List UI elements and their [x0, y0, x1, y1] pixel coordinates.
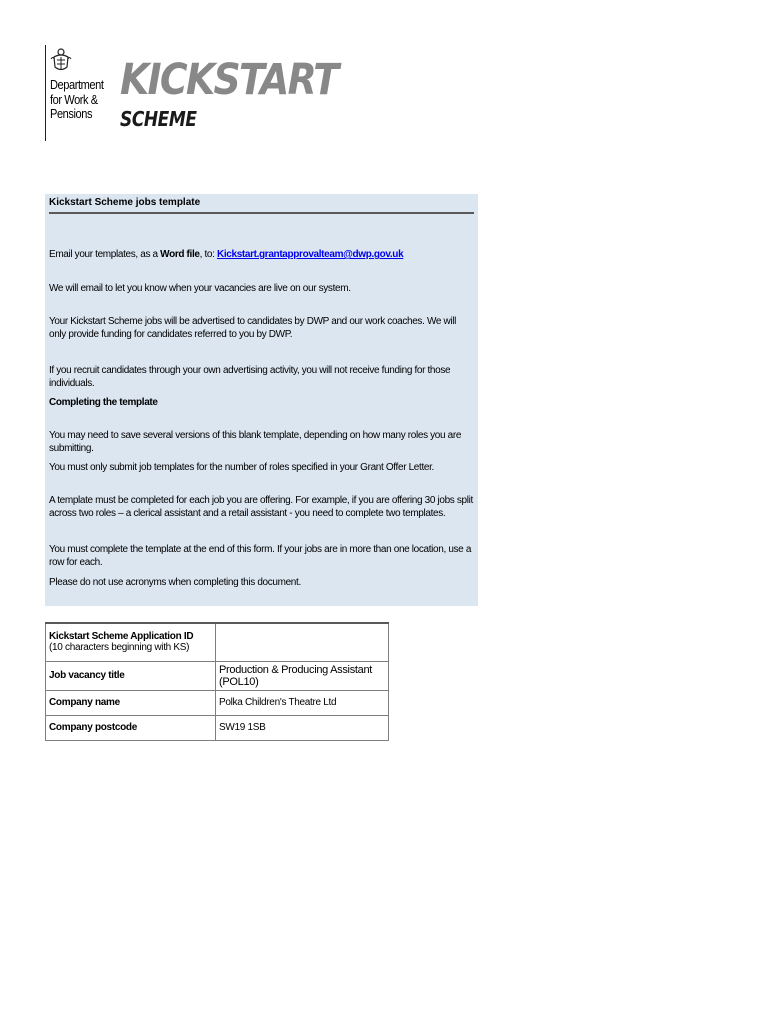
- paragraph-funding: If you recruit candidates through your own advertising activity, you will not receive funding for those individuals.: [49, 365, 451, 389]
- instructions-panel: [45, 194, 478, 606]
- panel-title: Kickstart Scheme jobs template: [49, 197, 474, 214]
- email-link[interactable]: Kickstart.grantapprovalteam@dwp.gov.uk: [216, 249, 404, 260]
- job-title-label: Job vacancy title: [46, 661, 216, 690]
- dwp-name: Department for Work & Pensions: [50, 77, 104, 121]
- royal-crest-icon: [50, 47, 72, 73]
- email-instruction: Email your templates, as a Word file, to: Kickstart.grantapprovalteam@dwp.gov.uk: [49, 249, 404, 260]
- company-name-field[interactable]: Polka Children's Theatre Ltd: [216, 690, 389, 715]
- paragraph-versions: You may need to save several versions of this blank template, depending on how many roles you are submitting.: [49, 430, 462, 454]
- job-title-field[interactable]: Production & Producing Assistant (POL10): [216, 661, 389, 690]
- application-table: [45, 622, 389, 741]
- company-postcode-field[interactable]: SW19 1SB: [216, 715, 389, 740]
- table-row: [46, 715, 389, 740]
- paragraph-location: You must complete the template at the end of this form. If your jobs are in more than one location, use a row for each.: [49, 544, 472, 568]
- table-row: [46, 623, 389, 661]
- paragraph-live: We will email to let you know when your vacancies are live on our system.: [49, 283, 351, 294]
- header: [45, 45, 345, 145]
- kickstart-logo-main: KICKSTART: [120, 55, 338, 105]
- paragraph-advertised: Your Kickstart Scheme jobs will be advertised to candidates by DWP and our work coaches. We will only provide funding for candidates referred to you by DWP.: [49, 316, 456, 340]
- paragraph-example: A template must be completed for each job you are offering. For example, if you are offering 30 jobs split across two roles – a clerical assistant and a retail assistant - you need to complete two templates.: [49, 495, 473, 519]
- application-id-field[interactable]: [216, 623, 389, 661]
- company-name-label: Company name: [46, 690, 216, 715]
- company-postcode-label: Company postcode: [46, 715, 216, 740]
- kickstart-logo-sub: SCHEME: [120, 107, 197, 131]
- table-row: [46, 690, 389, 715]
- section-heading: Completing the template: [49, 397, 158, 408]
- application-id-label: Kickstart Scheme Application ID (10 characters beginning with KS): [46, 623, 216, 661]
- table-row: [46, 661, 389, 690]
- paragraph-acronyms: Please do not use acronyms when completing this document.: [49, 577, 301, 588]
- dwp-logo: [45, 45, 112, 141]
- paragraph-roles: You must only submit job templates for the number of roles specified in your Grant Offer Letter.: [49, 462, 434, 473]
